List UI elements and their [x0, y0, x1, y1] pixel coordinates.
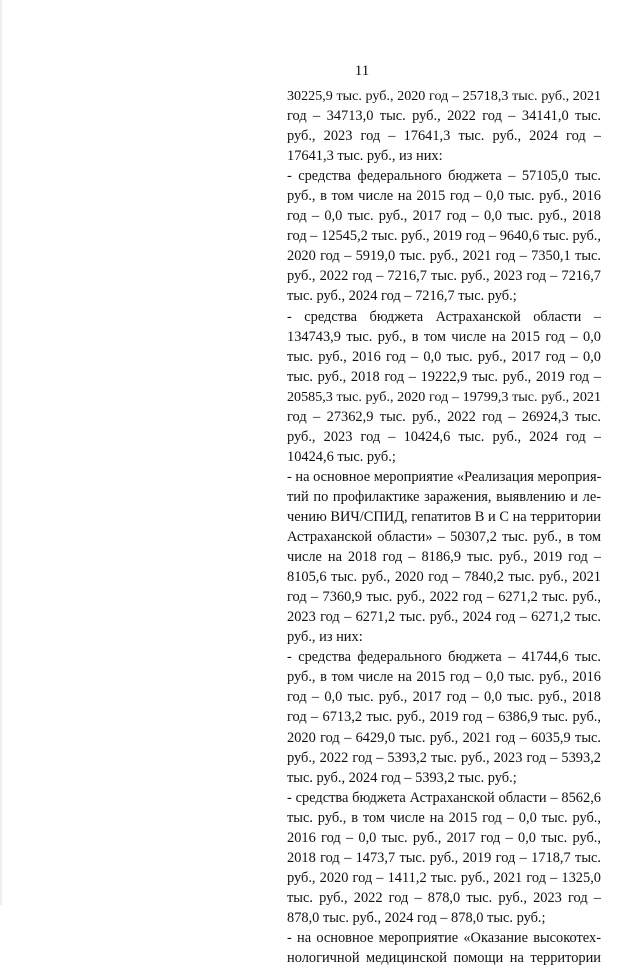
text-line: руб., 2022 год – 7216,7 тыс. руб., 2023 год – 7216,7 — [287, 268, 601, 285]
text-line: 2020 год – 6429,0 тыс. руб., 2021 год – 6035,9 тыс. — [287, 729, 601, 746]
text-line: тыс. руб., 2024 год – 5393,2 тыс. руб.; — [287, 769, 517, 786]
text-line: тыс. руб., 2018 год – 19222,9 тыс. руб., 2019 год – — [287, 368, 601, 385]
text-line: 17641,3 тыс. руб., из них: — [287, 148, 443, 165]
text-line: год – 27362,9 тыс. руб., 2022 год – 26924,3 тыс. — [287, 408, 601, 425]
text-line: тий по профилактике заражения, выявлению и ле- — [287, 488, 601, 505]
text-line: числе на 2018 год – 8186,9 тыс. руб., 2019 год – — [287, 549, 601, 566]
text-line: - средства федерального бюджета – 41744,6 тыс. — [287, 649, 601, 666]
text-line: тыс. руб., в том числе на 2015 год – 0,0 тыс. руб., — [287, 809, 601, 826]
text-line: нологичной медицинской помощи на территории — [287, 950, 601, 967]
text-line: чению ВИЧ/СПИД, гепатитов В и С на территории — [287, 508, 601, 525]
text-line: 8105,6 тыс. руб., 2020 год – 7840,2 тыс. руб., 2021 — [287, 569, 601, 586]
text-line: руб., из них: — [287, 629, 363, 646]
text-line: - на основное мероприятие «Реализация мероприя- — [287, 468, 602, 485]
page-number: 11 — [354, 63, 370, 79]
text-line: 30225,9 тыс. руб., 2020 год – 25718,3 тыс. руб., 2021 — [287, 88, 601, 104]
text-line: - средства бюджета Астраханской области – 8562,6 — [287, 789, 601, 806]
text-line: 2020 год – 5919,0 тыс. руб., 2021 год – 7350,1 тыс. — [287, 248, 601, 265]
text-line: год – 6713,2 тыс. руб., 2019 год – 6386,9 тыс. руб., — [287, 709, 601, 726]
text-line: - средства бюджета Астраханской области – — [287, 308, 601, 325]
text-line: 2018 год – 1473,7 тыс. руб., 2019 год – 1718,7 тыс. — [287, 849, 601, 866]
text-line: руб., в том числе на 2015 год – 0,0 тыс. руб., 2016 — [287, 669, 601, 686]
text-line: руб., 2023 год – 10424,6 тыс. руб., 2024 год – — [287, 428, 601, 445]
text-line: год – 7360,9 тыс. руб., 2022 год – 6271,2 тыс. руб., — [287, 589, 601, 606]
body-text-column — [287, 86, 601, 968]
text-line: 878,0 тыс. руб., 2024 год – 878,0 тыс. руб.; — [287, 909, 546, 926]
text-line: руб., 2020 год – 1411,2 тыс. руб., 2021 год – 1325,0 — [287, 869, 601, 886]
text-line: год – 0,0 тыс. руб., 2017 год – 0,0 тыс. руб., 2018 — [287, 208, 601, 225]
text-line: Астраханской области» – 50307,2 тыс. руб., в том — [287, 529, 601, 546]
text-line: тыс. руб., 2016 год – 0,0 тыс. руб., 2017 год – 0,0 — [287, 348, 601, 365]
text-line: 134743,9 тыс. руб., в том числе на 2015 год – 0,0 — [287, 328, 601, 345]
text-line: тыс. руб., 2022 год – 878,0 тыс. руб., 2023 год – — [287, 889, 601, 906]
text-line: - на основное мероприятие «Оказание высокотех- — [287, 929, 601, 946]
scan-edge-shadow — [0, 0, 2, 905]
text-line: 2016 год – 0,0 тыс. руб., 2017 год – 0,0 тыс. руб., — [287, 829, 601, 846]
text-line: год – 34713,0 тыс. руб., 2022 год – 34141,0 тыс. — [287, 108, 601, 125]
text-line: 20585,3 тыс. руб., 2020 год – 19799,3 тыс. руб., 2021 — [287, 388, 601, 405]
text-line: руб., 2023 год – 17641,3 тыс. руб., 2024 год – — [287, 128, 601, 145]
text-line: год – 12545,2 тыс. руб., 2019 год – 9640,6 тыс. руб., — [287, 228, 601, 245]
text-line: - средства федерального бюджета – 57105,0 тыс. — [287, 168, 601, 185]
text-line: 2023 год – 6271,2 тыс. руб., 2024 год – 6271,2 тыс. — [287, 609, 601, 626]
text-line: тыс. руб., 2024 год – 7216,7 тыс. руб.; — [287, 288, 517, 305]
text-line: руб., 2022 год – 5393,2 тыс. руб., 2023 год – 5393,2 — [287, 749, 601, 766]
text-line: год – 0,0 тыс. руб., 2017 год – 0,0 тыс. руб., 2018 — [287, 689, 601, 706]
text-line: 10424,6 тыс. руб.; — [287, 448, 396, 465]
text-line: руб., в том числе на 2015 год – 0,0 тыс. руб., 2016 — [287, 188, 601, 205]
